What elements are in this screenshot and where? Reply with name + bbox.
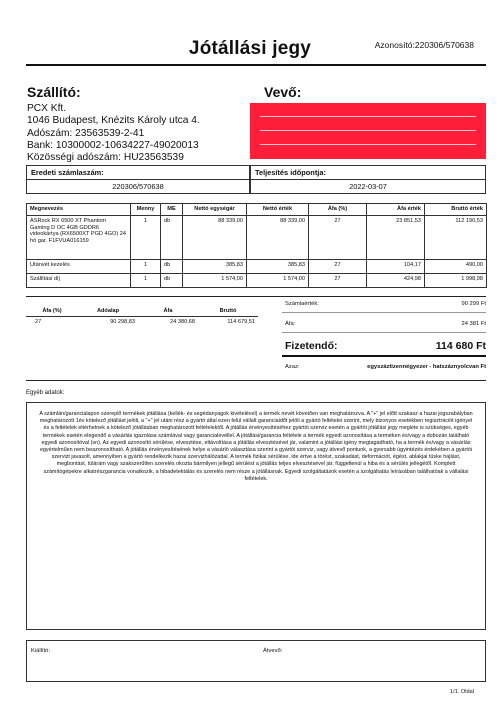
vat-total-label: Áfa:	[285, 321, 296, 327]
receiver-label: Átvevő:	[263, 648, 283, 654]
item-name: Szállítási díj	[27, 274, 131, 288]
issuer-label: Kiállító:	[31, 648, 51, 654]
document-title: Jótállási jegy	[188, 38, 312, 59]
item-gross-value: 112 190,53	[425, 216, 487, 260]
vat-amount: 24 380,68	[170, 319, 195, 325]
table-row	[27, 260, 487, 274]
supplier-bank: Bank: 10300002-10634227-49020013	[27, 139, 199, 151]
page-number: 1/1. Oldal	[450, 689, 474, 695]
amount-due-value: 114 680 Ft	[435, 340, 486, 352]
amount-due-label: Fizetendő:	[285, 340, 338, 352]
supplier-tax-number: Adószám: 23563539-2-41	[27, 127, 145, 139]
column-header: Megnevezés	[27, 204, 131, 216]
column-header: Áfa	[138, 306, 198, 317]
column-header: Áfa (%)	[26, 306, 78, 317]
item-unit: db	[161, 274, 183, 288]
section-divider	[26, 296, 486, 297]
signature-box	[26, 640, 486, 682]
item-unit: db	[161, 260, 183, 274]
item-vat-value: 23 851,53	[367, 216, 425, 260]
item-name: ASRock RX 6500 XT Phantom Gaming D OC 4GB GDDR6 videokártya (RX6500XT PGD 4GO) 24 hó gar. F1FVUA016159	[27, 216, 131, 260]
column-header: Menny	[131, 204, 161, 216]
amount-words-value: egyszáztizennégyezer - hatszáznyolcvan Ft	[367, 364, 486, 370]
column-header: Adóalap	[78, 306, 138, 317]
invoice-number-value: 220306/570638	[27, 180, 250, 194]
invoice-number-table	[26, 165, 250, 194]
item-gross-value: 490,00	[425, 260, 487, 274]
net-total-label: Számlaérték:	[285, 301, 319, 307]
vat-summary-table	[26, 306, 258, 327]
fulfillment-date-label: Teljesítés időpontja:	[251, 166, 486, 180]
items-header-row	[27, 204, 487, 216]
item-vat-value: 104,17	[367, 260, 425, 274]
item-unit-price: 1 574,00	[183, 274, 247, 288]
buyer-redaction	[250, 103, 486, 159]
item-vat-rate: 27	[309, 260, 367, 274]
column-header: ME	[161, 204, 183, 216]
warranty-terms-text: A számlán/garancialapon szereplő termékek jótállása (kellék- és segédanyagok kivételével) a termék nevét követően van meghatározva. A "+" jel előtt szakasz a hazai jogszabályban meghatározott 1év kötelező jótállást jelöli, a "+" jel utáni rész a gyártó által ezen felül vállalt garanciaidőt jelöli a gyártó feltételei szerint, mely bizonyos esetekben regisztrációt igényel és a feltételek eltérhetnek a kötelező jótállásban meghatározott feltételektől. A jótállás érvényesítéséhez gyártói szerviz esetén a gyártói jótállási jegy meglete is szükséges, egyéb termékek esetén elegendő a vásárlás igazolása számlával vagy garancialevéllel. A jótállási/garancia feltétele a termék egyedi azonosítása a terméken és/vagy a dobozán található egyedi azonosítóval (sn). Az egyedi azonosító sérülése, elvesztése, eltávolítása a jótállás elvesztésével jár, valamint a jótállási igény megtagadható, ha a termék és/vagy a vásárlás egyértelműen nem beazonosítható. A jótállás érvényesítésének helye a vásárló választása szerint a gyártói szerviz, vagy átvevő pontunk, a gyorsabb ügyintézés érdekében a gyártói szervizt javasolt, amennyiben a gyártó rendelkezik hazai szervizhálózattal. A termék fizikai sérülése, ide értve a törést, szakadást, deformációt, égést, ablakjai tüske hajlást, megbontást, túlárám vagy szakszerűtlen szerelés okozta bármilyen jellegű sérülést a jótállás teljes elvesztésével jár, függetlenül a hiba és a sérülés jellegétől. Komplett számítógépekre alkatrészgarancia vonatkozik, a hibadetektálás és szerelés nem része a jótállásnak. Egyedi szolgáltatások esetén a szolgáltatás leírásában találhatóak a vállalási feltételek.	[39, 411, 473, 482]
column-header: Nettó érték	[247, 204, 309, 216]
item-vat-value: 424,98	[367, 274, 425, 288]
other-data-label: Egyéb adatok:	[26, 390, 65, 396]
column-header: Áfa érték	[367, 204, 425, 216]
fulfillment-date-table	[250, 165, 486, 194]
fulfillment-date-value: 2022-03-07	[251, 180, 486, 194]
table-row	[27, 274, 487, 288]
invoice-number-label: Eredeti számlaszám:	[27, 166, 250, 180]
totals-divider	[282, 312, 486, 313]
item-unit-price: 88 339,00	[183, 216, 247, 260]
item-gross-value: 1 998,98	[425, 274, 487, 288]
item-net-value: 385,83	[247, 260, 309, 274]
supplier-name: PCX Kft.	[27, 103, 67, 114]
item-net-value: 1 574,00	[247, 274, 309, 288]
column-header: Bruttó érték	[425, 204, 487, 216]
supplier-address: 1046 Budapest, Knézits Károly utca 4.	[27, 115, 200, 127]
supplier-details	[27, 103, 200, 164]
totals-divider	[282, 332, 486, 333]
item-quantity: 1	[131, 216, 161, 260]
item-unit: db	[161, 216, 183, 260]
column-header: Áfa (%)	[309, 204, 367, 216]
amount-words-label: Azaz:	[285, 364, 300, 370]
vat-gross: 114 679,51	[227, 319, 255, 325]
warranty-terms	[26, 402, 486, 630]
vat-summary-header	[26, 306, 258, 317]
title-divider	[26, 64, 486, 66]
vat-rate: 27	[35, 319, 42, 325]
vat-tax-base: 90 298,83	[110, 319, 135, 325]
column-header: Bruttó	[198, 306, 258, 317]
item-vat-rate: 27	[309, 216, 367, 260]
table-row	[27, 216, 487, 260]
supplier-heading: Szállító:	[27, 84, 81, 100]
item-unit-price: 385,83	[183, 260, 247, 274]
items-table	[26, 203, 487, 288]
amount-due-divider	[282, 355, 486, 357]
item-quantity: 1	[131, 274, 161, 288]
column-header: Nettó egységár	[183, 204, 247, 216]
item-name: Utánvét kezelés	[27, 260, 131, 274]
buyer-heading: Vevő:	[264, 84, 302, 100]
item-quantity: 1	[131, 260, 161, 274]
item-net-value: 88 339,00	[247, 216, 309, 260]
net-total-value: 90 299 Ft	[461, 301, 486, 307]
table-row	[26, 317, 258, 328]
supplier-eu-tax-number: Közösségi adószám: HU23563539	[27, 152, 184, 164]
item-vat-rate: 27	[309, 274, 367, 288]
section-divider	[26, 380, 486, 381]
document-id: Azonosító:220306/570638	[374, 40, 474, 50]
vat-total-value: 24 381 Ft	[461, 321, 486, 327]
